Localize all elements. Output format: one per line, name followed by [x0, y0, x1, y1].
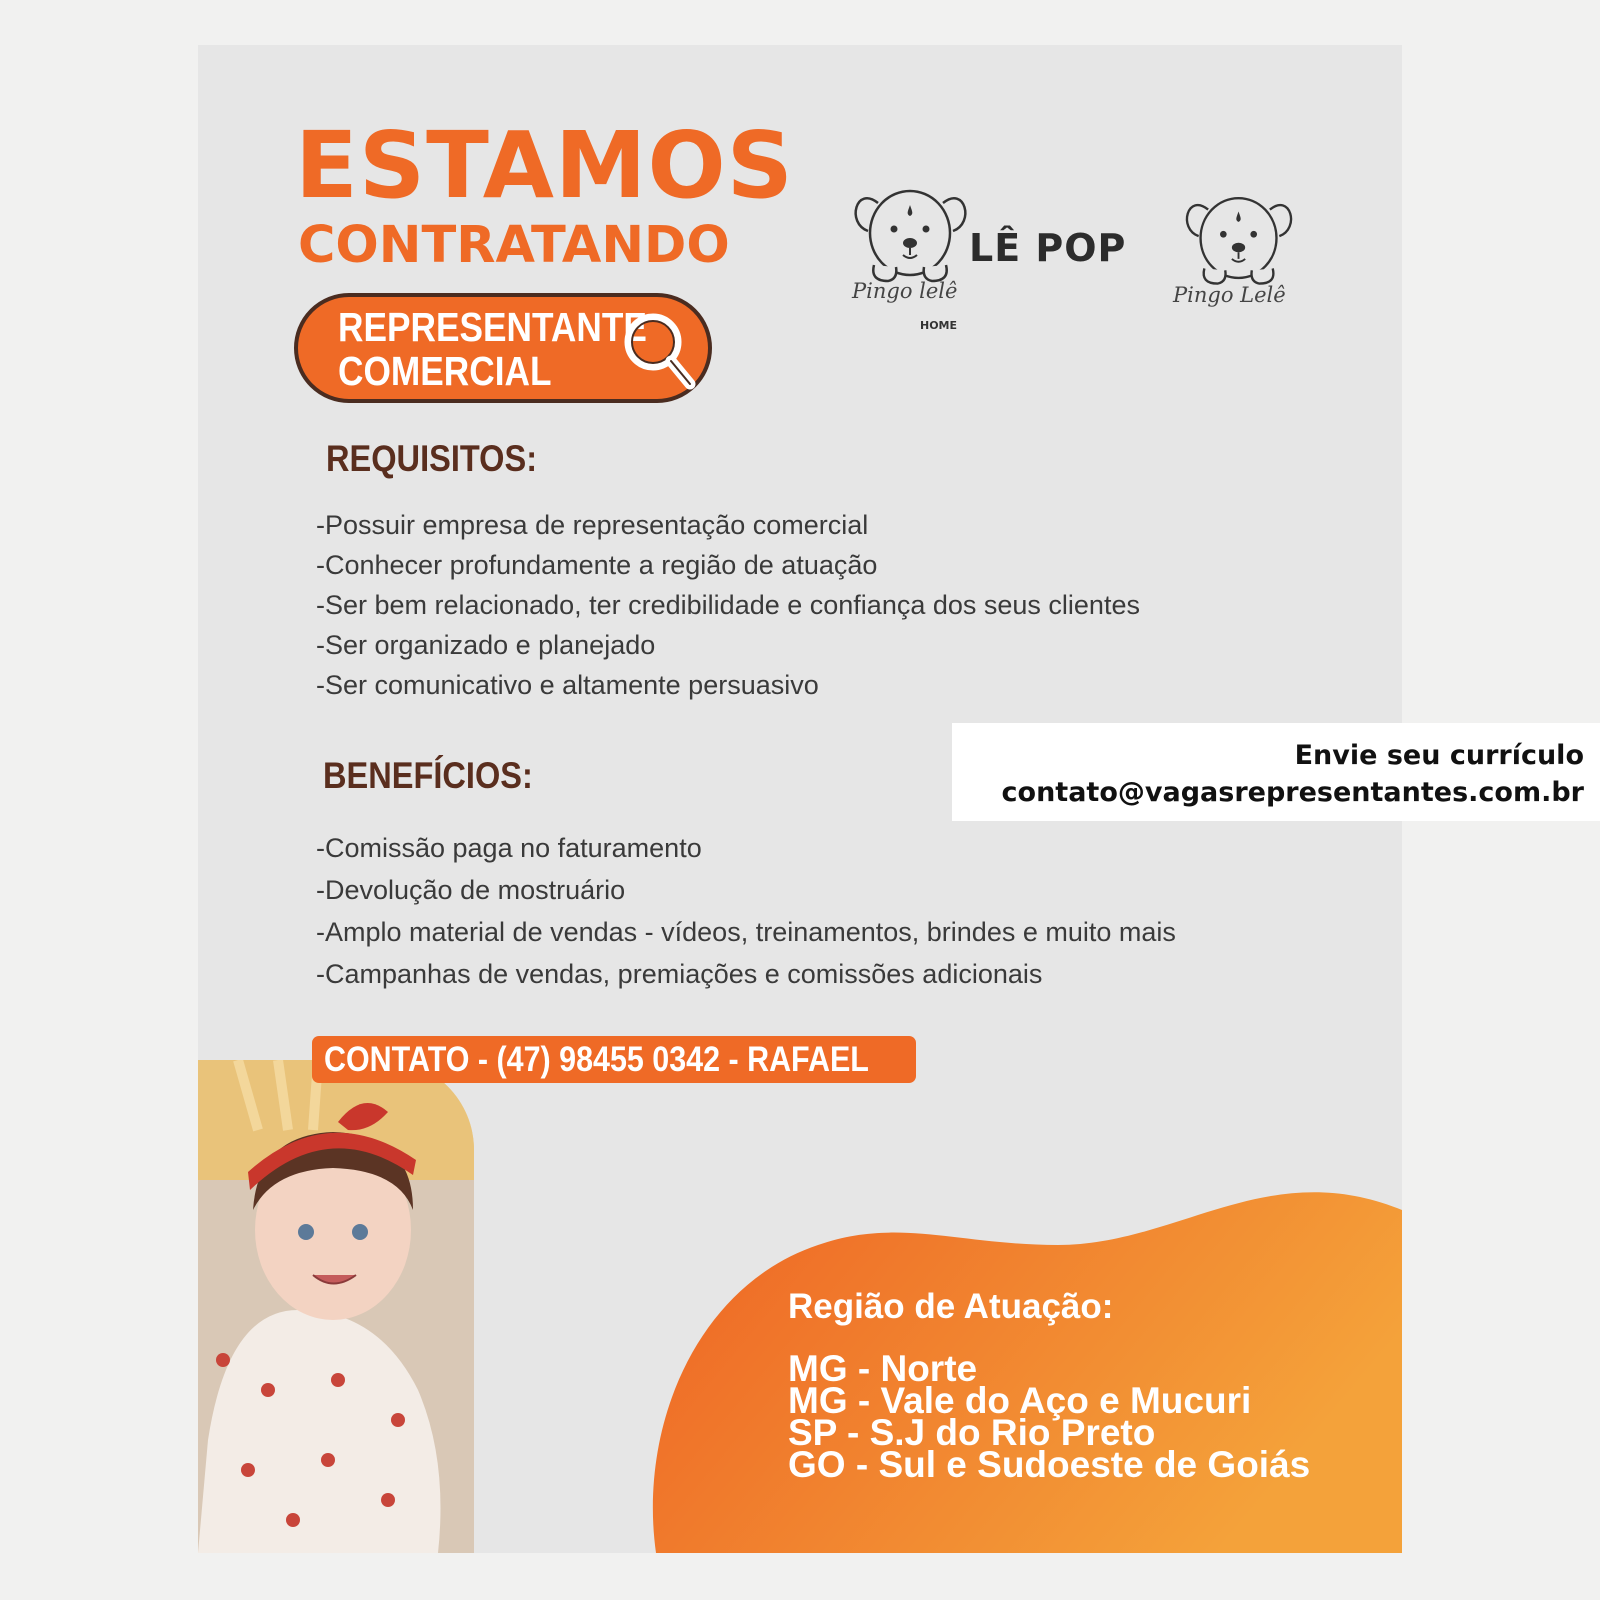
email-address[interactable]: contato@vagasrepresentantes.com.br	[1001, 777, 1584, 808]
region-title: Região de Atuação:	[788, 1287, 1114, 1326]
role-line-1: REPRESENTANTE	[338, 304, 647, 350]
requisitos-title: REQUISITOS:	[326, 438, 538, 479]
brand-name: LÊ POP	[969, 226, 1127, 270]
contact-text: CONTATO - (47) 98455 0342 - RAFAEL	[324, 1040, 869, 1079]
pingo-lele-script-left: Pingo lelê	[852, 279, 958, 303]
list-item: -Campanhas de vendas, premiações e comissões adicionais	[316, 959, 1043, 989]
headline-estamos: ESTAMOS	[295, 112, 794, 219]
list-item: -Conhecer profundamente a região de atuação	[316, 550, 878, 580]
list-item: -Ser comunicativo e altamente persuasivo	[316, 670, 819, 700]
region-item: MG - Norte	[788, 1348, 978, 1389]
region-section	[788, 1287, 1311, 1485]
list-item: -Amplo material de vendas - vídeos, treinamentos, brindes e muito mais	[316, 917, 1176, 947]
list-item: -Ser organizado e planejado	[316, 630, 656, 660]
region-item: SP - S.J do Rio Preto	[788, 1412, 1156, 1453]
list-item: -Comissão paga no faturamento	[316, 833, 702, 863]
home-tag: HOME	[920, 319, 958, 332]
email-box-heading: Envie seu currículo	[1294, 740, 1584, 771]
region-item: MG - Vale do Aço e Mucuri	[788, 1380, 1252, 1421]
headline-contratando: CONTRATANDO	[298, 216, 730, 275]
list-item: -Ser bem relacionado, ter credibilidade e confiança dos seus clientes	[316, 590, 1140, 620]
beneficios-title: BENEFÍCIOS:	[323, 755, 533, 796]
list-item: -Devolução de mostruário	[316, 875, 626, 905]
region-item: GO - Sul e Sudoeste de Goiás	[788, 1444, 1311, 1485]
region-list	[788, 1348, 1311, 1485]
email-box	[952, 723, 1600, 821]
pingo-lele-script-right: Pingo Lelê	[1173, 283, 1286, 307]
role-line-2: COMERCIAL	[338, 348, 552, 394]
list-item: -Possuir empresa de representação comercial	[316, 510, 869, 540]
